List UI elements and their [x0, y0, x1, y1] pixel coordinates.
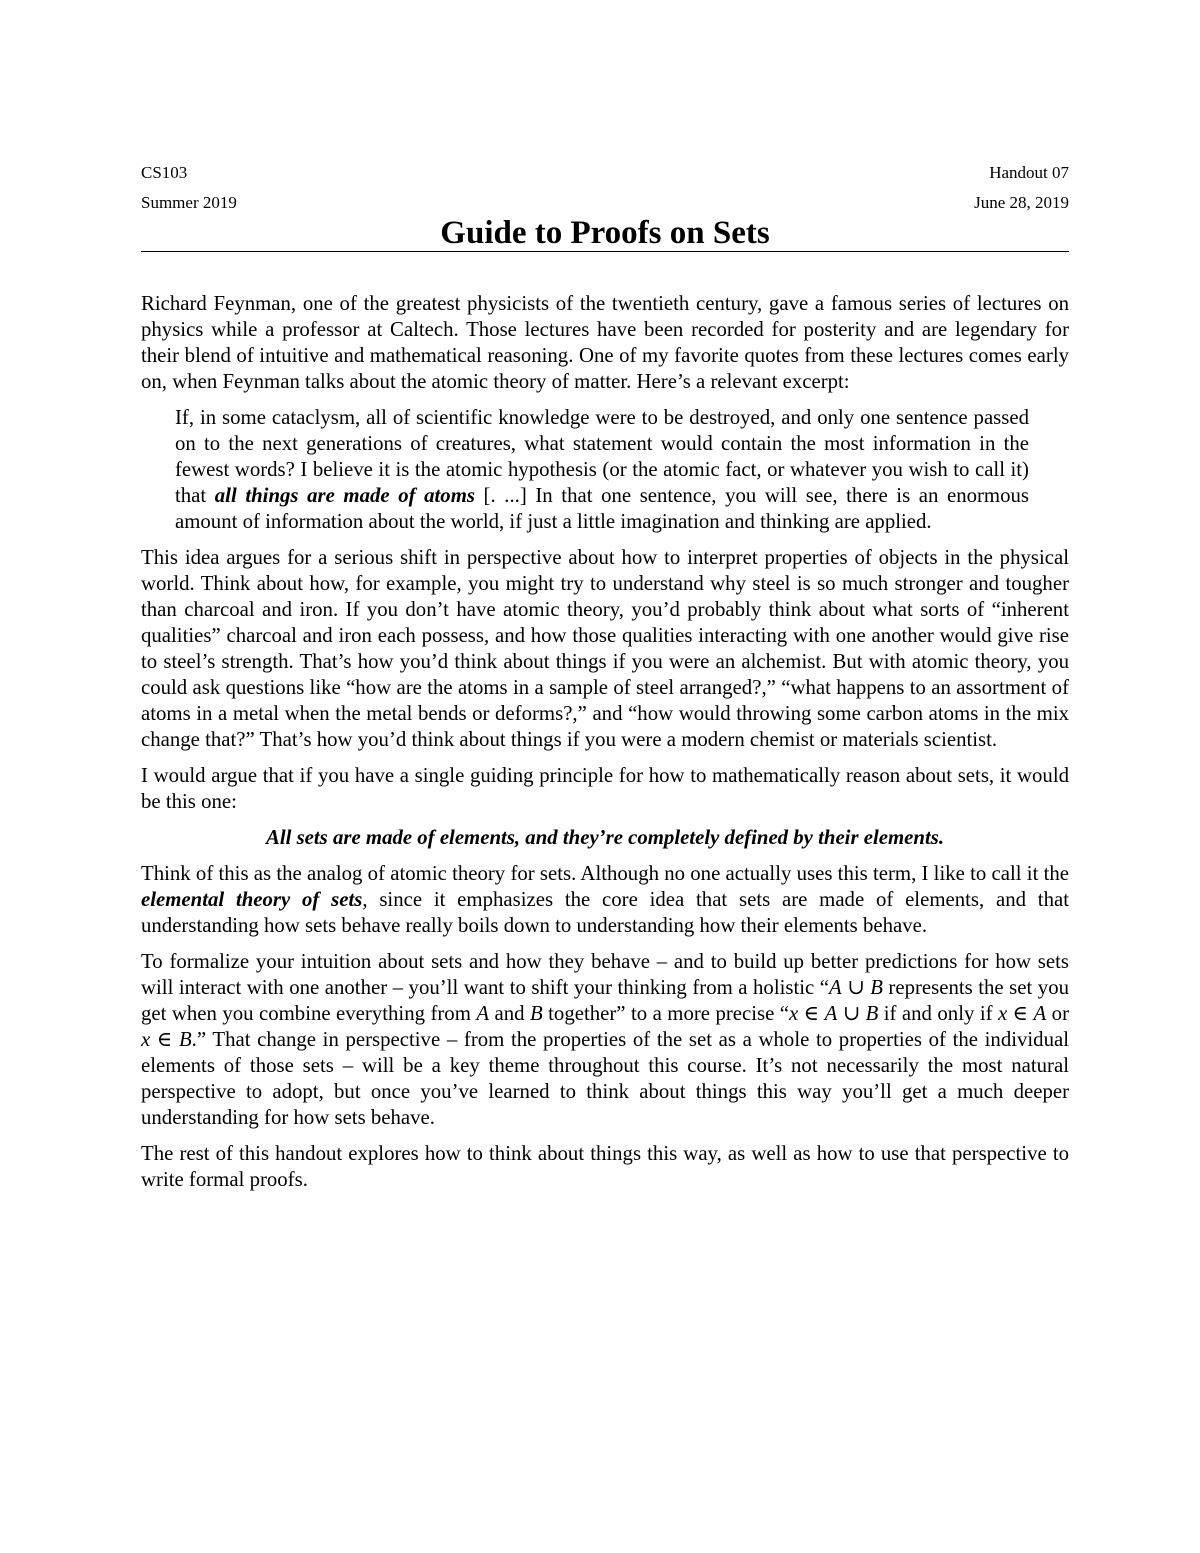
title-rule [141, 251, 1069, 252]
paragraph-guiding-principle: I would argue that if you have a single guiding principle for how to mathematically reason about sets, it would be this one: [141, 764, 1069, 813]
p5-text: .” That change in perspective – from the properties of the set as a whole to properties of the individual elements of those sets – will be a key theme throughout this course. It’s not necessarily the most natural perspective to adopt, but once you’ve learned to think about things this way you’ll get a much deeper understanding for how sets behave. [141, 1028, 1069, 1129]
math-var: B [865, 1002, 879, 1025]
p5-text: or [1046, 1002, 1070, 1025]
p5-text: represents the set you get when you combine everything from [141, 976, 1069, 1025]
math-var: A [1033, 1002, 1047, 1025]
p5-text: ∪ [837, 1002, 866, 1025]
math-var: B [870, 976, 883, 999]
math-var: B [178, 1028, 192, 1051]
quote-text-before: If, in some cataclysm, all of scientific knowledge were to be destroyed, and only one sentence passed on to the next generations of creatures, what statement would contain the most information in the fewest words? I believe it is the atomic hypothesis (or the atomic fact, or whatever you wish to call it) that [175, 406, 1029, 507]
math-var: A [476, 1002, 490, 1025]
math-var: x [789, 1002, 799, 1025]
p5-text: ∪ [841, 976, 871, 999]
handout-date: June 28, 2019 [974, 193, 1069, 212]
math-var: A [829, 976, 842, 999]
elemental-theory-term: elemental theory of sets [141, 888, 363, 911]
document-body [141, 291, 1069, 1203]
math-var: x [141, 1028, 151, 1051]
quote-emphasis: all things are made of atoms [214, 484, 475, 507]
p5-text: ∈ [150, 1028, 179, 1051]
p5-text: if and only if [878, 1002, 998, 1025]
document-header [141, 158, 1069, 218]
math-var: x [997, 1002, 1008, 1025]
paragraph-elemental-theory [141, 861, 1069, 939]
math-var: A [824, 1002, 838, 1025]
paragraph-rest-of-handout: The rest of this handout explores how to think about things this way, as well as how to use that perspective to write formal proofs. [141, 1142, 1069, 1191]
p4-after: , since it emphasizes the core idea that sets are made of elements, and that understanding how sets behave really boils down to understanding how their elements behave. [141, 888, 1069, 937]
principle-statement: All sets are made of elements, and they’re completely defined by their elements. [265, 826, 945, 849]
feynman-quote [175, 405, 1029, 535]
header-row-1 [141, 158, 1069, 188]
handout-number: Handout 07 [989, 163, 1069, 182]
p5-text: together” to a more precise “ [542, 1002, 790, 1025]
course-code: CS103 [141, 163, 188, 182]
p5-text: ∈ [1007, 1002, 1034, 1025]
term: Summer 2019 [141, 193, 237, 212]
paragraph-formalize [141, 949, 1069, 1131]
p5-text: To formalize your intuition about sets and how they behave – and to build up better predictions for how sets will interact with one another – you’ll want to shift your thinking from a holistic “ [141, 950, 1069, 999]
quote-text [175, 405, 1029, 535]
paragraph-atomic-shift: This idea argues for a serious shift in perspective about how to interpret properties of objects in the physical world. Think about how, for example, you might try to understand why steel is so much stronger and tougher than charcoal and iron. If you don’t have atomic theory, you’d probably think about what sorts of “inherent qualities” charcoal and iron each possess, and how those qualities interacting with one another would give rise to steel’s strength. That’s how you’d think about things if you were an alchemist. But with atomic theory, you could ask questions like “how are the atoms in a sample of steel arranged?,” “what happens to an assortment of atoms in a metal when the metal bends or deforms?,” and “how would throwing some carbon atoms in the mix change that?” That’s how you’d think about things if you were a modern chemist or materials scientist. [141, 546, 1069, 751]
math-var: B [529, 1002, 543, 1025]
p4-before: Think of this as the analog of atomic theory for sets. Although no one actually uses this term, I like to call it the [141, 862, 1069, 885]
p5-text: and [489, 1002, 530, 1025]
quote-text-after: [. ...] In that one sentence, you will see, there is an enormous amount of information about the world, if just a little imagination and thinking are applied. [175, 484, 1029, 533]
paragraph-feynman-intro: Richard Feynman, one of the greatest physicists of the twentieth century, gave a famous series of lectures on physics while a professor at Caltech. Those lectures have been recorded for posterity and are legendary for their blend of intuitive and mathematical reasoning. One of my favorite quotes from these lectures comes early on, when Feynman talks about the atomic theory of matter. Here’s a relevant excerpt: [141, 292, 1069, 393]
document-title: Guide to Proofs on Sets [440, 215, 770, 251]
p5-text: ∈ [798, 1002, 825, 1025]
